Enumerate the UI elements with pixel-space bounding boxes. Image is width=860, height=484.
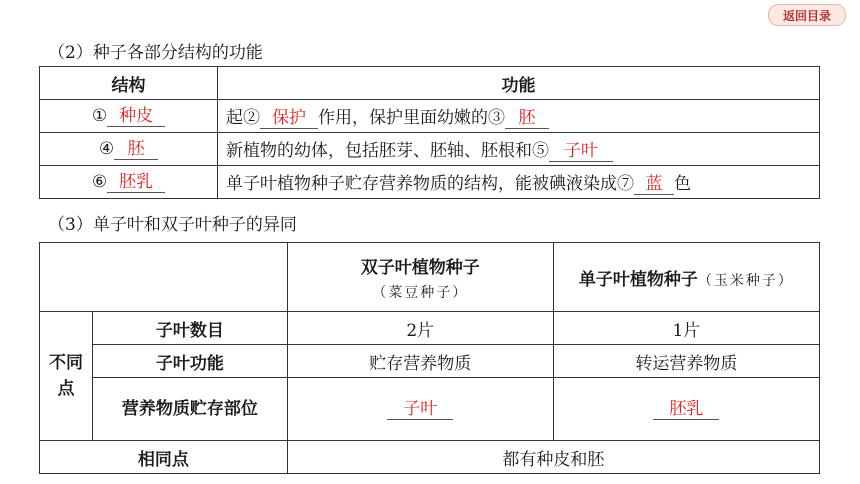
section-3-title: （3）单子叶和双子叶种子的异同: [48, 215, 297, 235]
row-label: 子叶功能: [93, 345, 288, 378]
monocot-example: （玉米种子）: [697, 272, 794, 289]
structure-cell: [40, 100, 218, 133]
corner-cell: [40, 243, 288, 312]
table-row: [40, 378, 820, 441]
answer-blank: 胚乳: [107, 172, 165, 193]
header-function: 功能: [218, 67, 820, 100]
function-text: 新植物的幼体，包括胚芽、胚轴、胚根和⑤: [226, 141, 549, 161]
dicot-title: 双子叶植物种子: [360, 257, 480, 278]
function-cell: [218, 133, 820, 166]
monocot-title: 单子叶植物种子: [578, 269, 698, 290]
answer-blank: 胚: [505, 108, 549, 129]
function-text: 起②: [226, 108, 260, 128]
header-monocot: [553, 243, 819, 312]
row-label: 子叶数目: [93, 312, 288, 345]
answer-blank: 胚: [114, 139, 158, 160]
table-row: [40, 133, 820, 166]
row-label: 营养物质贮存部位: [93, 378, 288, 441]
section-2-title: （2）种子各部分结构的功能: [48, 43, 263, 63]
answer-blank: 子叶: [387, 399, 453, 420]
same-value: 都有种皮和胚: [287, 441, 819, 474]
seed-comparison-table: [39, 242, 820, 474]
answer-blank: 种皮: [107, 106, 165, 127]
item-number: ①: [91, 105, 108, 126]
function-text: 作用，保护里面幼嫩的③: [318, 108, 505, 128]
same-label: 相同点: [40, 441, 288, 474]
answer-blank: 蓝: [634, 174, 674, 195]
dicot-cell: 贮存营养物质: [287, 345, 553, 378]
function-cell: [218, 166, 820, 199]
dicot-cell: 2片: [287, 312, 553, 345]
item-number: ④: [98, 138, 115, 159]
answer-blank: 胚乳: [653, 399, 719, 420]
table-row: [40, 345, 820, 378]
dicot-example: （菜豆种子）: [372, 284, 469, 301]
function-text: 单子叶植物种子贮存营养物质的结构，能被碘液染成⑦: [226, 174, 634, 194]
answer-blank: 子叶: [549, 141, 613, 162]
table-row: [40, 441, 820, 474]
header-structure: 结构: [40, 67, 218, 100]
header-dicot: [287, 243, 553, 312]
monocot-cell: 转运营养物质: [553, 345, 819, 378]
diff-label: 不同点: [40, 312, 93, 441]
monocot-cell: 1片: [553, 312, 819, 345]
structure-function-table: [39, 66, 820, 199]
table-row: [40, 312, 820, 345]
table-row: [40, 100, 820, 133]
answer-blank: 保护: [260, 108, 318, 129]
dicot-cell: [287, 378, 553, 441]
structure-cell: [40, 133, 218, 166]
monocot-cell: [553, 378, 819, 441]
function-cell: [218, 100, 820, 133]
item-number: ⑥: [91, 171, 108, 192]
structure-cell: [40, 166, 218, 199]
back-to-contents-button[interactable]: 返回目录: [768, 4, 846, 26]
table-row: [40, 166, 820, 199]
function-text: 色: [674, 174, 691, 194]
